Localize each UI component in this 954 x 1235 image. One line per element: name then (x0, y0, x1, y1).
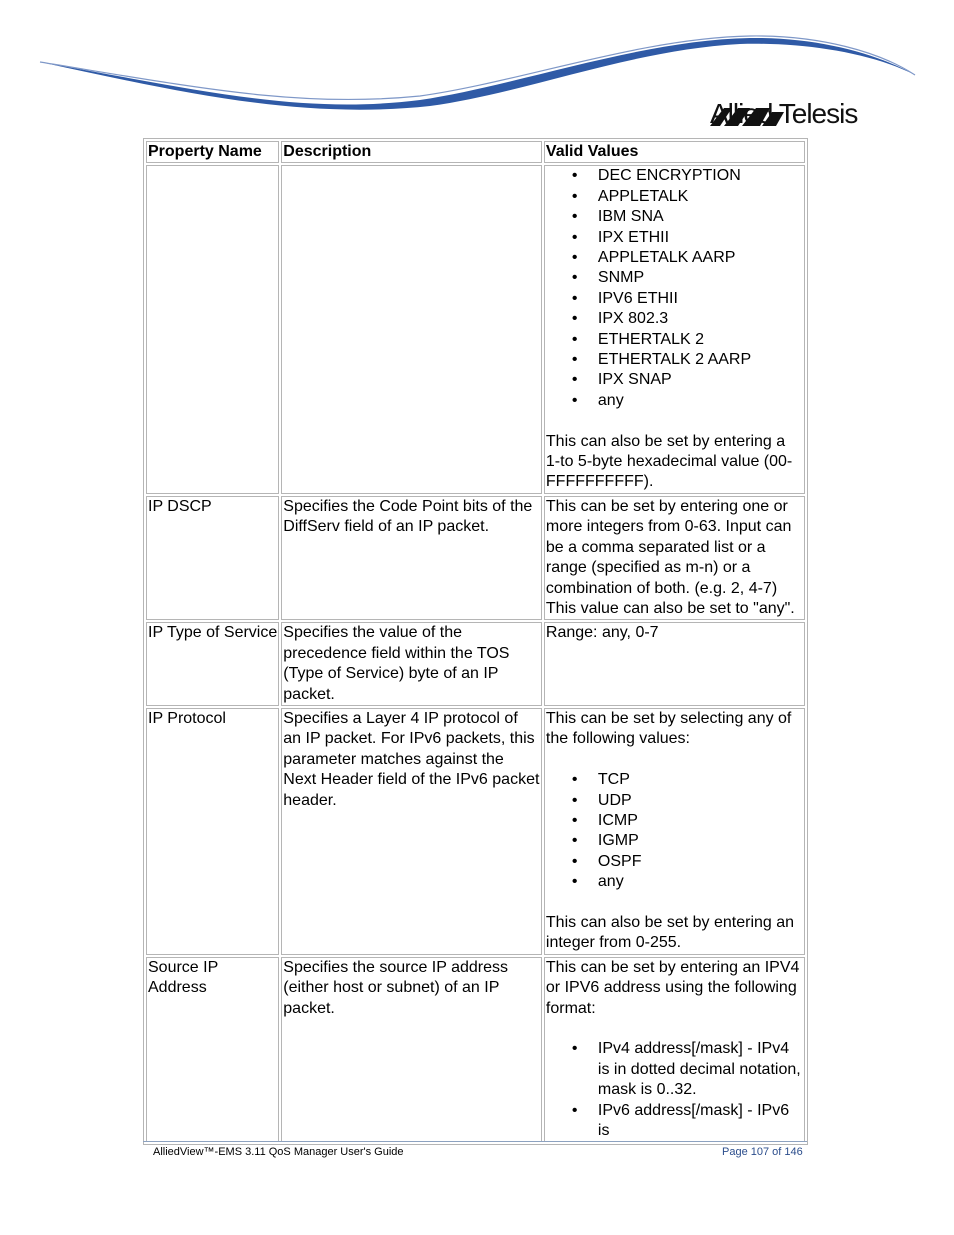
value-list (546, 770, 803, 892)
valid-values-cell: Range: any, 0-7 (544, 622, 805, 706)
property-name-cell: IP Type of Service (146, 622, 279, 706)
list-item: • any (598, 872, 803, 892)
description-cell: Specifies the value of the precedence field within the TOS (Type of Service) byte of an IP packet. (281, 622, 542, 706)
table-row (146, 708, 805, 955)
list-item: • SNMP (598, 268, 803, 288)
list-item: • IPv4 address[/mask] - IPv4 is in dotted decimal notation, mask is 0..32. (598, 1039, 803, 1100)
table-row (146, 622, 805, 706)
description-cell (281, 165, 542, 493)
valid-values-intro: This can be set by selecting any of the following values: (545, 709, 792, 748)
property-name-cell: Source IP Address (146, 957, 279, 1143)
description-cell: Specifies the source IP address (either host or subnet) of an IP packet. (281, 957, 542, 1143)
list-item: • IBM SNA (598, 207, 803, 227)
valid-values-note: This can also be set by entering a 1-to 5-byte hexadecimal value (00-FFFFFFFFFF). (545, 432, 793, 491)
list-item: • IPX SNAP (598, 370, 803, 390)
logo-text: Allied Telesis (710, 98, 858, 129)
list-item: • OSPF (598, 852, 803, 872)
valid-values-cell (544, 957, 805, 1143)
valid-values-cell: This can be set by entering one or more integers from 0-63. Input can be a comma separated list or a range (specified as m-n) or a combination of both. (e.g. 2, 4-7) This value can also be set to "any". (544, 496, 805, 620)
table-header-row (146, 141, 805, 163)
footer-document-title: AlliedView™-EMS 3.11 QoS Manager User's Guide (153, 1146, 404, 1158)
column-header-property-name: Property Name (146, 141, 279, 163)
column-header-valid-values: Valid Values (544, 141, 805, 163)
property-name-cell (146, 165, 279, 493)
list-item: • IGMP (598, 831, 803, 851)
table-row (146, 957, 805, 1143)
table-row (146, 496, 805, 620)
list-item: • APPLETALK (598, 187, 803, 207)
table-row (146, 165, 805, 493)
column-header-description: Description (281, 141, 542, 163)
property-name-cell: IP DSCP (146, 496, 279, 620)
footer-page-number: Page 107 of 146 (722, 1146, 803, 1158)
list-item: • DEC ENCRYPTION (598, 166, 803, 186)
list-item: • UDP (598, 791, 803, 811)
list-item: • IPX ETHII (598, 228, 803, 248)
list-item: • IPv6 address[/mask] - IPv6 is (598, 1101, 803, 1142)
list-item: • ETHERTALK 2 (598, 330, 803, 350)
list-item: • TCP (598, 770, 803, 790)
list-item: • ETHERTALK 2 AARP (598, 350, 803, 370)
list-item: • IPV6 ETHII (598, 289, 803, 309)
value-list (546, 1039, 803, 1141)
footer-divider (143, 1141, 807, 1142)
description-cell: Specifies a Layer 4 IP protocol of an IP packet. For IPv6 packets, this parameter matches against the Next Header field of the IPv6 packet header. (281, 708, 542, 955)
valid-values-note: This can also be set by entering an integer from 0-255. (545, 913, 795, 952)
list-item: • any (598, 391, 803, 411)
list-item: • ICMP (598, 811, 803, 831)
valid-values-intro: This can be set by entering an IPV4 or IPV6 address using the following format: (545, 958, 800, 1017)
property-name-cell: IP Protocol (146, 708, 279, 955)
list-item: • IPX 802.3 (598, 309, 803, 329)
description-cell: Specifies the Code Point bits of the DiffServ field of an IP packet. (281, 496, 542, 620)
valid-values-cell (544, 708, 805, 955)
value-list (546, 166, 803, 411)
property-table (143, 138, 808, 1145)
list-item: • APPLETALK AARP (598, 248, 803, 268)
valid-values-cell (544, 165, 805, 493)
